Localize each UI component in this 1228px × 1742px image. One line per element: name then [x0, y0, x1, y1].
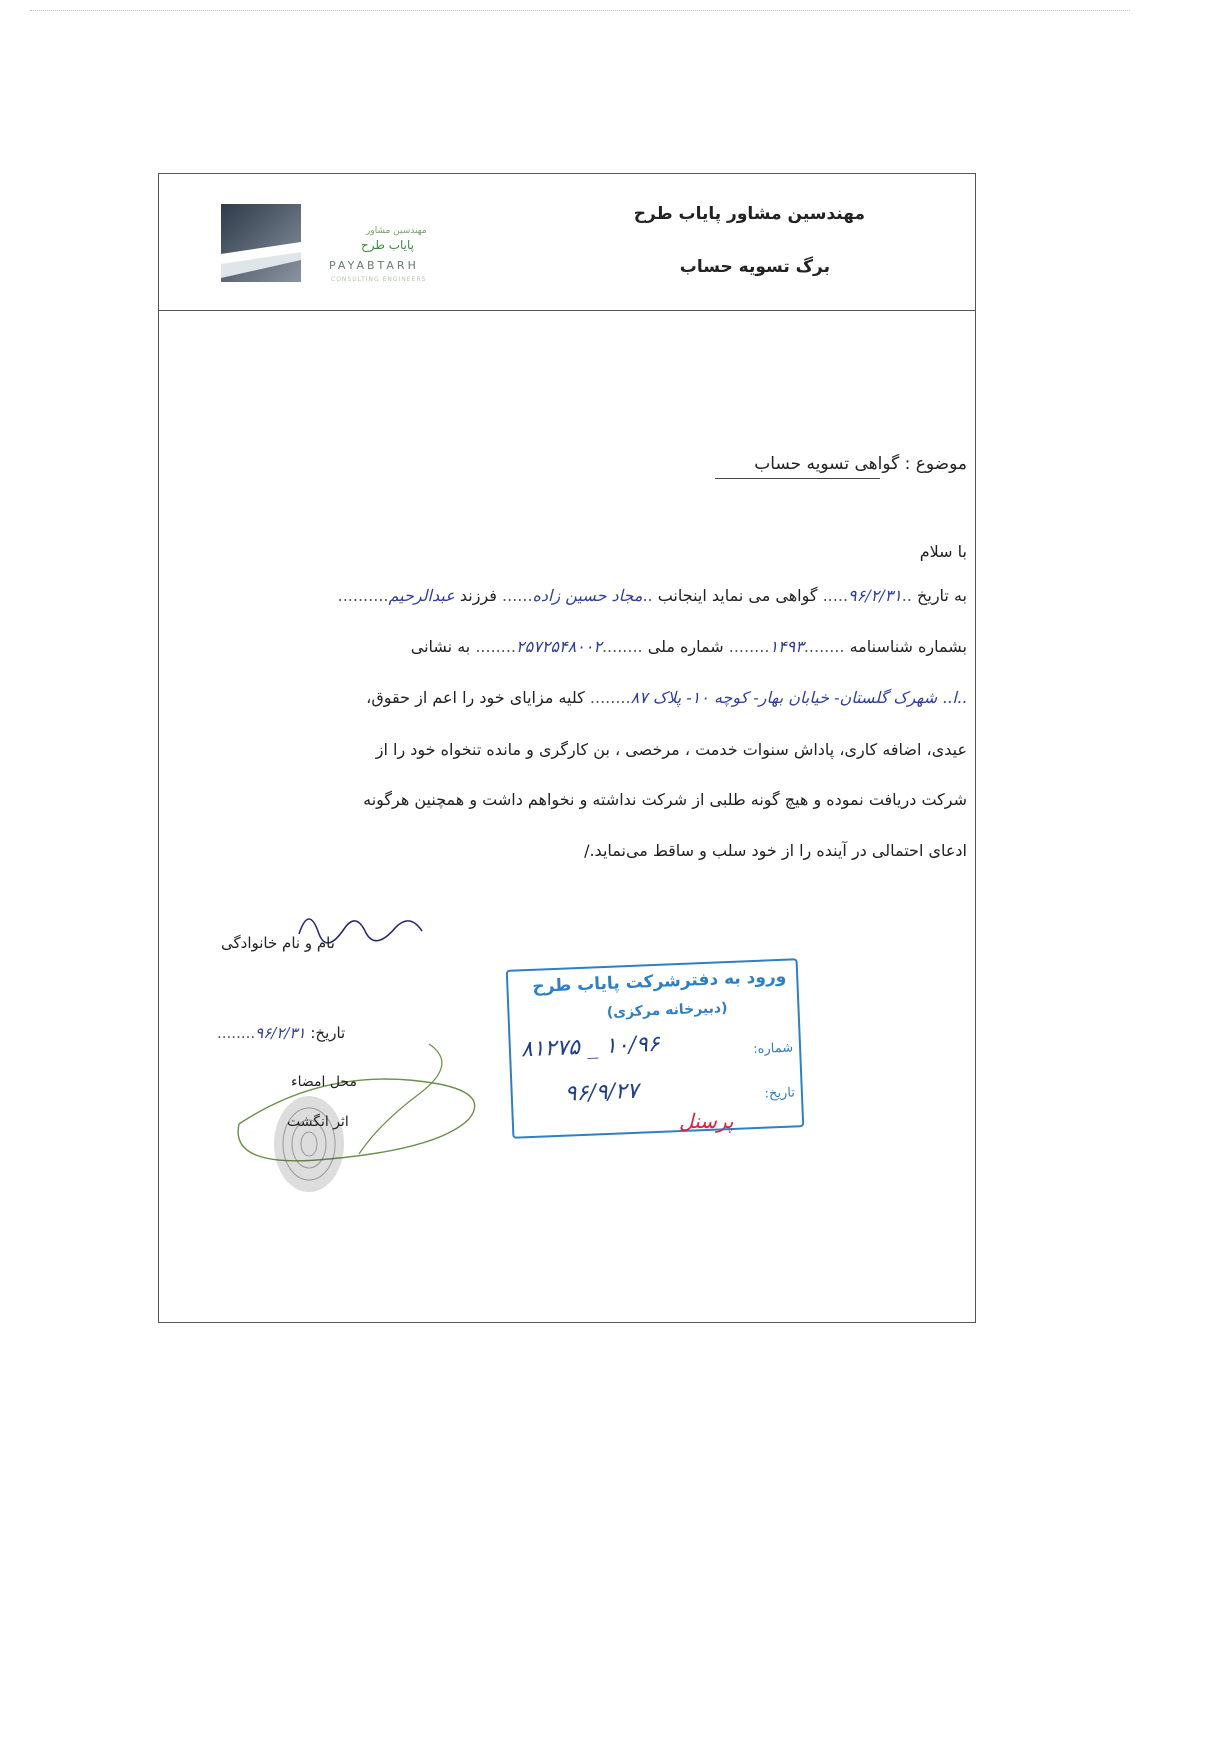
handwritten-field: مجاد حسین زاده — [532, 586, 643, 605]
stamp-date-label: تاریخ: — [764, 1085, 796, 1102]
stamp-subtitle: (دبیرخانه مرکزی) — [606, 1000, 728, 1021]
dotted-blank: ........ — [728, 637, 770, 656]
body-line-2 — [411, 637, 967, 656]
sign-place-label: محل امضاء — [291, 1074, 357, 1090]
dotted-blank: ..... — [822, 586, 849, 605]
scan-top-border — [30, 10, 1130, 11]
handwritten-field: ۲۵۷۲۵۴۸۰۰۲ — [516, 637, 602, 656]
printed-text: به نشانی — [410, 637, 476, 656]
registration-stamp — [506, 958, 805, 1139]
logo-latin-sub: CONSULTING ENGINEERS — [331, 276, 427, 283]
printed-text: فرزند — [454, 586, 503, 605]
dotted-blank: .......... — [337, 586, 389, 605]
company-name: مهندسین مشاور پایاب طرح — [633, 204, 865, 224]
stamp-title: ورود به دفترشرکت پایاب طرح — [532, 966, 787, 997]
signature-date-dots: ........ — [217, 1024, 256, 1042]
dotted-blank: .. — [642, 586, 653, 605]
printed-text: عیدی، اضافه کاری، پاداش سنوات خدمت ، مرخصی ، بن کارگری و مانده تنخواه خود را از — [375, 740, 967, 759]
signature-date-label: تاریخ: — [310, 1024, 346, 1042]
red-handwritten-note: پرسنل — [679, 1109, 734, 1133]
logo-persian-small: مهندسین مشاور — [366, 226, 427, 236]
handwritten-field: ..ا.. شهرک گلستان- خیابان بهار- کوچه ۱۰- پلاک ۸۷ — [630, 688, 967, 707]
stamp-number-label: شماره: — [752, 1040, 794, 1058]
printed-text: به تاریخ — [911, 586, 967, 605]
logo-persian-name: پایاب طرح — [361, 238, 415, 252]
handwritten-field: ۱۴۹۳ — [769, 637, 804, 656]
subject-line: موضوع : گواهی تسویه حساب — [754, 454, 967, 474]
printed-text: شماره ملی — [642, 637, 729, 656]
dotted-blank: .. — [901, 586, 912, 605]
dotted-blank: ...... — [502, 586, 533, 605]
handwritten-field: عبدالرحیم — [388, 586, 455, 605]
printed-text: شرکت دریافت نموده و هیچ گونه طلبی از شرکت نداشته و نخواهم داشت و همچنین هرگونه — [363, 790, 967, 809]
form-title: برگ تسویه حساب — [679, 257, 830, 277]
form-frame — [158, 173, 976, 1323]
dotted-blank: ........ — [589, 688, 631, 707]
body-line-4 — [376, 740, 967, 759]
dotted-blank: ........ — [601, 637, 643, 656]
dotted-blank: ........ — [803, 637, 845, 656]
thumbprint-label: اثر انگشت — [287, 1114, 349, 1130]
subject-underline — [715, 478, 880, 479]
dotted-blank: ........ — [475, 637, 517, 656]
signature-date-value: ۹۶/۲/۳۱ — [255, 1024, 306, 1042]
printed-text: ادعای احتمالی در آینده را از خود سلب و ساقط می‌نماید./ — [584, 841, 967, 860]
logo-latin-name: PAYABTARH — [329, 259, 419, 272]
greeting: با سلام — [919, 542, 967, 561]
payabtarh-logo-icon — [221, 204, 301, 282]
printed-text: بشماره شناسنامه — [844, 637, 967, 656]
printed-text: گواهی می نماید اینجانب — [652, 586, 823, 605]
signature-date — [217, 1024, 345, 1042]
company-logo — [221, 204, 481, 282]
body-line-3 — [366, 688, 967, 707]
stamp-date-value: ۹۶/۹/۲۷ — [564, 1078, 640, 1107]
name-label: نام و نام خانوادگی — [221, 934, 335, 952]
stamp-number-value: ۸۱۲۷۵ _ ۱۰/۹۶ — [520, 1031, 661, 1063]
body-line-6 — [584, 841, 967, 860]
printed-text: کلیه مزایای خود را اعم از حقوق، — [366, 688, 590, 707]
header-divider — [159, 310, 975, 311]
body-line-1 — [338, 586, 967, 605]
body-line-5 — [363, 790, 967, 809]
handwritten-field: ۹۶/۲/۳۱ — [848, 586, 902, 605]
